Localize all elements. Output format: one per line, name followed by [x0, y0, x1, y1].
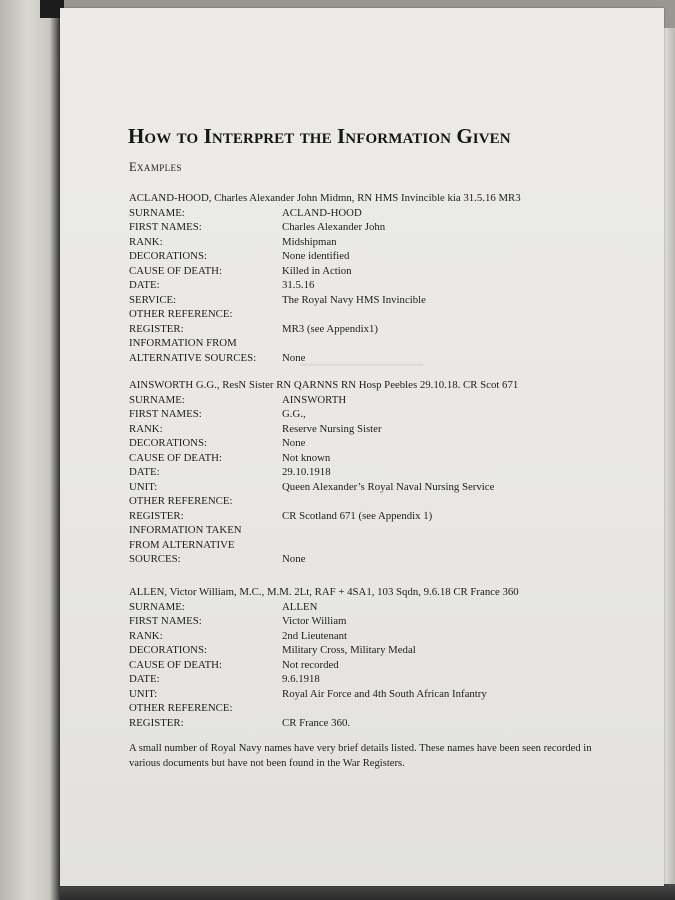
field-row	[129, 523, 629, 538]
field-value: Killed in Action	[282, 264, 352, 277]
field-row	[129, 614, 629, 629]
field-value: ALLEN	[282, 600, 318, 613]
field-row	[129, 422, 629, 437]
book-spine-left	[0, 0, 62, 900]
field-label: DATE:	[129, 279, 160, 291]
field-label: RANK:	[129, 629, 163, 642]
field-row	[129, 600, 629, 615]
field-value: 29.10.1918	[282, 466, 331, 478]
field-label: OTHER REFERENCE:	[129, 702, 233, 714]
field-row	[129, 509, 629, 524]
field-label: SOURCES:	[129, 553, 181, 565]
field-label: FIRST NAMES:	[129, 221, 202, 233]
field-value: G.G.,	[282, 408, 306, 420]
field-value: Reserve Nursing Sister	[282, 422, 382, 435]
field-label: RANK:	[129, 422, 163, 435]
field-value: Not recorded	[282, 658, 339, 671]
field-row	[129, 235, 629, 250]
field-row	[129, 249, 629, 264]
field-row	[129, 407, 629, 422]
field-label: DECORATIONS:	[129, 644, 207, 656]
field-value: CR Scotland 671 (see Appendix 1)	[282, 509, 433, 522]
field-row	[129, 494, 629, 509]
field-label: DECORATIONS:	[129, 437, 207, 449]
field-value: CR France 360.	[282, 716, 351, 729]
field-label: DATE:	[129, 673, 160, 685]
field-value: None identified	[282, 250, 350, 262]
field-row	[129, 658, 629, 673]
field-row	[129, 672, 629, 687]
field-label: FIRST NAMES:	[129, 408, 202, 420]
field-value: Royal Air Force and 4th South African Infantry	[282, 687, 487, 700]
field-label: UNIT:	[129, 687, 158, 700]
field-value: None	[282, 553, 306, 565]
field-row	[129, 687, 629, 702]
field-value: ACLAND-HOOD	[282, 206, 362, 219]
entry-header: AINSWORTH G.G., ResN Sister RN QARNNS RN Hosp Peebles 29.10.18. CR Scot 671	[129, 379, 519, 391]
field-label: REGISTER:	[129, 716, 184, 729]
field-row	[129, 451, 629, 466]
field-row	[129, 552, 629, 567]
field-label: FROM ALTERNATIVE	[129, 538, 235, 551]
field-value: 9.6.1918	[282, 673, 320, 685]
field-label: SERVICE:	[129, 293, 177, 306]
field-value: Not known	[282, 451, 331, 464]
field-row	[129, 293, 629, 308]
example-entry-allen	[129, 585, 629, 730]
field-value: Charles Alexander John	[282, 221, 386, 233]
field-row	[129, 264, 629, 279]
field-value: Queen Alexander’s Royal Naval Nursing Service	[282, 480, 495, 493]
field-row	[129, 206, 629, 221]
field-value: Victor William	[282, 615, 347, 627]
field-value: None	[282, 437, 306, 449]
field-value: AINSWORTH	[282, 393, 347, 406]
example-entry-ainsworth	[129, 378, 629, 567]
field-row	[129, 465, 629, 480]
field-row	[129, 307, 629, 322]
entry-header: ACLAND-HOOD, Charles Alexander John Midmn, RN HMS Invincible kia 31.5.16 MR3	[129, 192, 521, 204]
field-label: FIRST NAMES:	[129, 615, 202, 627]
field-row	[129, 393, 629, 408]
field-row	[129, 538, 629, 553]
field-row	[129, 716, 629, 731]
field-label: SURNAME:	[129, 206, 185, 219]
field-value: 31.5.16	[282, 279, 315, 291]
examples-subheading: Examples	[129, 160, 182, 174]
field-value: Military Cross, Military Medal	[282, 644, 416, 656]
field-row	[129, 436, 629, 451]
field-label: OTHER REFERENCE:	[129, 495, 233, 507]
field-label: ALTERNATIVE SOURCES:	[129, 351, 257, 364]
field-row	[129, 629, 629, 644]
field-row	[129, 322, 629, 337]
field-label: CAUSE OF DEATH:	[129, 658, 222, 671]
field-label: RANK:	[129, 235, 163, 248]
field-label: OTHER REFERENCE:	[129, 308, 233, 320]
book-bottom-edge	[60, 884, 675, 900]
entry-header: ALLEN, Victor William, M.C., M.M. 2Lt, RAF + 4SA1, 103 Sqdn, 9.6.18 CR France 360	[129, 586, 519, 598]
field-row	[129, 480, 629, 495]
field-value: Midshipman	[282, 235, 337, 248]
field-label: REGISTER:	[129, 509, 184, 522]
show-through-text: ▁▁▁▁▁▁▁▁▁▁	[300, 349, 424, 366]
field-label: DATE:	[129, 466, 160, 478]
field-label: CAUSE OF DEATH:	[129, 264, 222, 277]
field-row	[129, 643, 629, 658]
field-row	[129, 278, 629, 293]
example-entry-acland-hood	[129, 191, 629, 365]
field-label: INFORMATION TAKEN	[129, 524, 242, 536]
field-row	[129, 351, 629, 366]
field-value: The Royal Navy HMS Invincible	[282, 293, 426, 306]
footnote-paragraph: A small number of Royal Navy names have very brief details listed. These names have been seen recorded in various documents but have not been found in the War Registers.	[129, 743, 592, 769]
field-label: CAUSE OF DEATH:	[129, 451, 222, 464]
field-row	[129, 220, 629, 235]
field-label: UNIT:	[129, 480, 158, 493]
field-label: DECORATIONS:	[129, 250, 207, 262]
field-label: SURNAME:	[129, 393, 185, 406]
field-label: SURNAME:	[129, 600, 185, 613]
field-row	[129, 701, 629, 716]
field-row	[129, 336, 629, 351]
field-label: REGISTER:	[129, 322, 184, 335]
field-label: INFORMATION FROM	[129, 337, 237, 349]
page-heading: How to Interpret the Information Given	[128, 124, 511, 148]
field-value: MR3 (see Appendix1)	[282, 322, 378, 335]
field-value: 2nd Lieutenant	[282, 629, 348, 642]
field-value: None	[282, 351, 306, 364]
